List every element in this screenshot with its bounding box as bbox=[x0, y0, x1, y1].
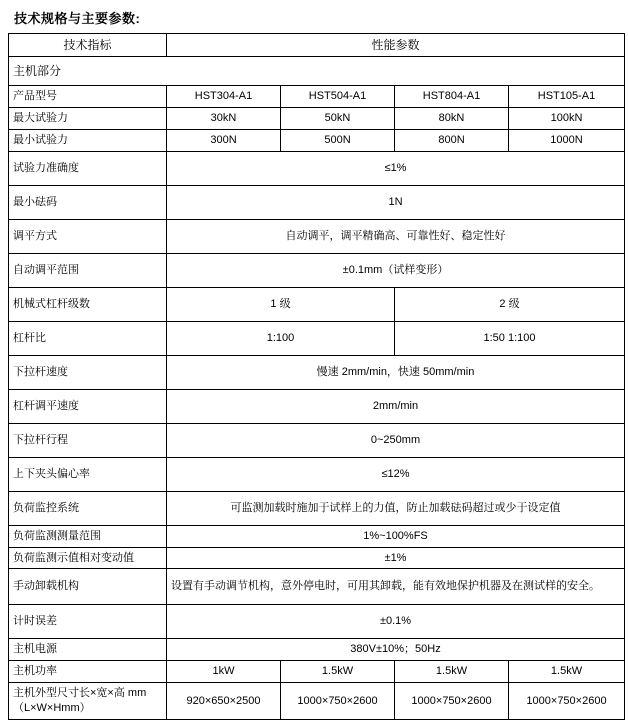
cell-value: 1 级 bbox=[167, 287, 395, 321]
row-label-timing-error: 计时误差 bbox=[9, 605, 167, 639]
row-label-power-supply: 主机电源 bbox=[9, 639, 167, 661]
table-row bbox=[9, 491, 625, 525]
cell-value: 100kN bbox=[509, 108, 625, 130]
cell-value: 2 级 bbox=[395, 287, 625, 321]
cell-value: 1.5kW bbox=[395, 661, 509, 683]
model-2: HST504-A1 bbox=[281, 86, 395, 108]
table-row bbox=[9, 355, 625, 389]
row-label-max-test-force: 最大试验力 bbox=[9, 108, 167, 130]
cell-value: ≤12% bbox=[167, 457, 625, 491]
cell-value: 慢速 2mm/min，快速 50mm/min bbox=[167, 355, 625, 389]
header-technical-index: 技术指标 bbox=[9, 34, 167, 57]
cell-value: 920×650×2500 bbox=[167, 683, 281, 720]
table-row bbox=[9, 639, 625, 661]
cell-value: 500N bbox=[281, 129, 395, 151]
row-label-lever-stages: 机械式杠杆级数 bbox=[9, 287, 167, 321]
model-4: HST105-A1 bbox=[509, 86, 625, 108]
table-header-row bbox=[9, 34, 625, 57]
model-3: HST804-A1 bbox=[395, 86, 509, 108]
specifications-table bbox=[8, 33, 625, 720]
row-label-manual-unload: 手动卸载机构 bbox=[9, 569, 167, 605]
cell-value: 1%~100%FS bbox=[167, 525, 625, 547]
cell-value: 1000×750×2600 bbox=[395, 683, 509, 720]
row-label-leveling-method: 调平方式 bbox=[9, 219, 167, 253]
table-row bbox=[9, 605, 625, 639]
cell-value: 1000×750×2600 bbox=[509, 683, 625, 720]
cell-value: 1:50 1:100 bbox=[395, 321, 625, 355]
table-row bbox=[9, 57, 625, 86]
table-row bbox=[9, 683, 625, 720]
cell-value: 1000×750×2600 bbox=[281, 683, 395, 720]
table-row bbox=[9, 423, 625, 457]
row-label-auto-leveling-range: 自动调平范围 bbox=[9, 253, 167, 287]
table-row bbox=[9, 253, 625, 287]
cell-value: 2mm/min bbox=[167, 389, 625, 423]
row-label-min-weight: 最小砝码 bbox=[9, 185, 167, 219]
row-label-load-monitor-range: 负荷监测测量范围 bbox=[9, 525, 167, 547]
table-row bbox=[9, 86, 625, 108]
table-row bbox=[9, 569, 625, 605]
cell-value: 1.5kW bbox=[509, 661, 625, 683]
cell-value: 80kN bbox=[395, 108, 509, 130]
row-label-force-accuracy: 试验力准确度 bbox=[9, 151, 167, 185]
cell-value: 1.5kW bbox=[281, 661, 395, 683]
row-label-grip-eccentricity: 上下夹头偏心率 bbox=[9, 457, 167, 491]
table-row bbox=[9, 129, 625, 151]
table-row bbox=[9, 151, 625, 185]
cell-value: 1N bbox=[167, 185, 625, 219]
table-row bbox=[9, 219, 625, 253]
cell-value: 可监测加载时施加于试样上的力值，防止加载砝码超过或少于设定值 bbox=[167, 491, 625, 525]
page-title: 技术规格与主要参数: bbox=[14, 11, 141, 26]
table-row bbox=[9, 389, 625, 423]
table-row bbox=[9, 287, 625, 321]
cell-value: ≤1% bbox=[167, 151, 625, 185]
row-label-pull-rod-stroke: 下拉杆行程 bbox=[9, 423, 167, 457]
cell-value: 0~250mm bbox=[167, 423, 625, 457]
cell-value: 1000N bbox=[509, 129, 625, 151]
table-row bbox=[9, 525, 625, 547]
table-row bbox=[9, 108, 625, 130]
model-1: HST304-A1 bbox=[167, 86, 281, 108]
row-label-product-model: 产品型号 bbox=[9, 86, 167, 108]
cell-value: 300N bbox=[167, 129, 281, 151]
cell-value: ±1% bbox=[167, 547, 625, 569]
section-title-host-part: 主机部分 bbox=[9, 57, 625, 86]
cell-value: 380V±10%；50Hz bbox=[167, 639, 625, 661]
row-label-load-monitor-variation: 负荷监测示值相对变动值 bbox=[9, 547, 167, 569]
cell-value: 50kN bbox=[281, 108, 395, 130]
table-row bbox=[9, 547, 625, 569]
table-row bbox=[9, 321, 625, 355]
table-row bbox=[9, 185, 625, 219]
header-performance-params: 性能参数 bbox=[167, 34, 625, 57]
row-label-host-dimensions: 主机外型尺寸长×宽×高 mm（L×W×Hmm） bbox=[9, 683, 167, 720]
table-row bbox=[9, 457, 625, 491]
row-label-pull-rod-speed: 下拉杆速度 bbox=[9, 355, 167, 389]
row-label-load-monitor-system: 负荷监控系统 bbox=[9, 491, 167, 525]
table-row bbox=[9, 661, 625, 683]
cell-value: 设置有手动调节机构，意外停电时，可用其卸载，能有效地保护机器及在测试样的安全。 bbox=[167, 569, 625, 605]
cell-value: 800N bbox=[395, 129, 509, 151]
cell-value: 自动调平，调平精确高、可靠性好、稳定性好 bbox=[167, 219, 625, 253]
row-label-lever-leveling-speed: 杠杆调平速度 bbox=[9, 389, 167, 423]
cell-value: ±0.1mm（试样变形） bbox=[167, 253, 625, 287]
row-label-min-test-force: 最小试验力 bbox=[9, 129, 167, 151]
row-label-host-power: 主机功率 bbox=[9, 661, 167, 683]
cell-value: 1kW bbox=[167, 661, 281, 683]
row-label-lever-ratio: 杠杆比 bbox=[9, 321, 167, 355]
cell-value: 30kN bbox=[167, 108, 281, 130]
cell-value: 1:100 bbox=[167, 321, 395, 355]
cell-value: ±0.1% bbox=[167, 605, 625, 639]
